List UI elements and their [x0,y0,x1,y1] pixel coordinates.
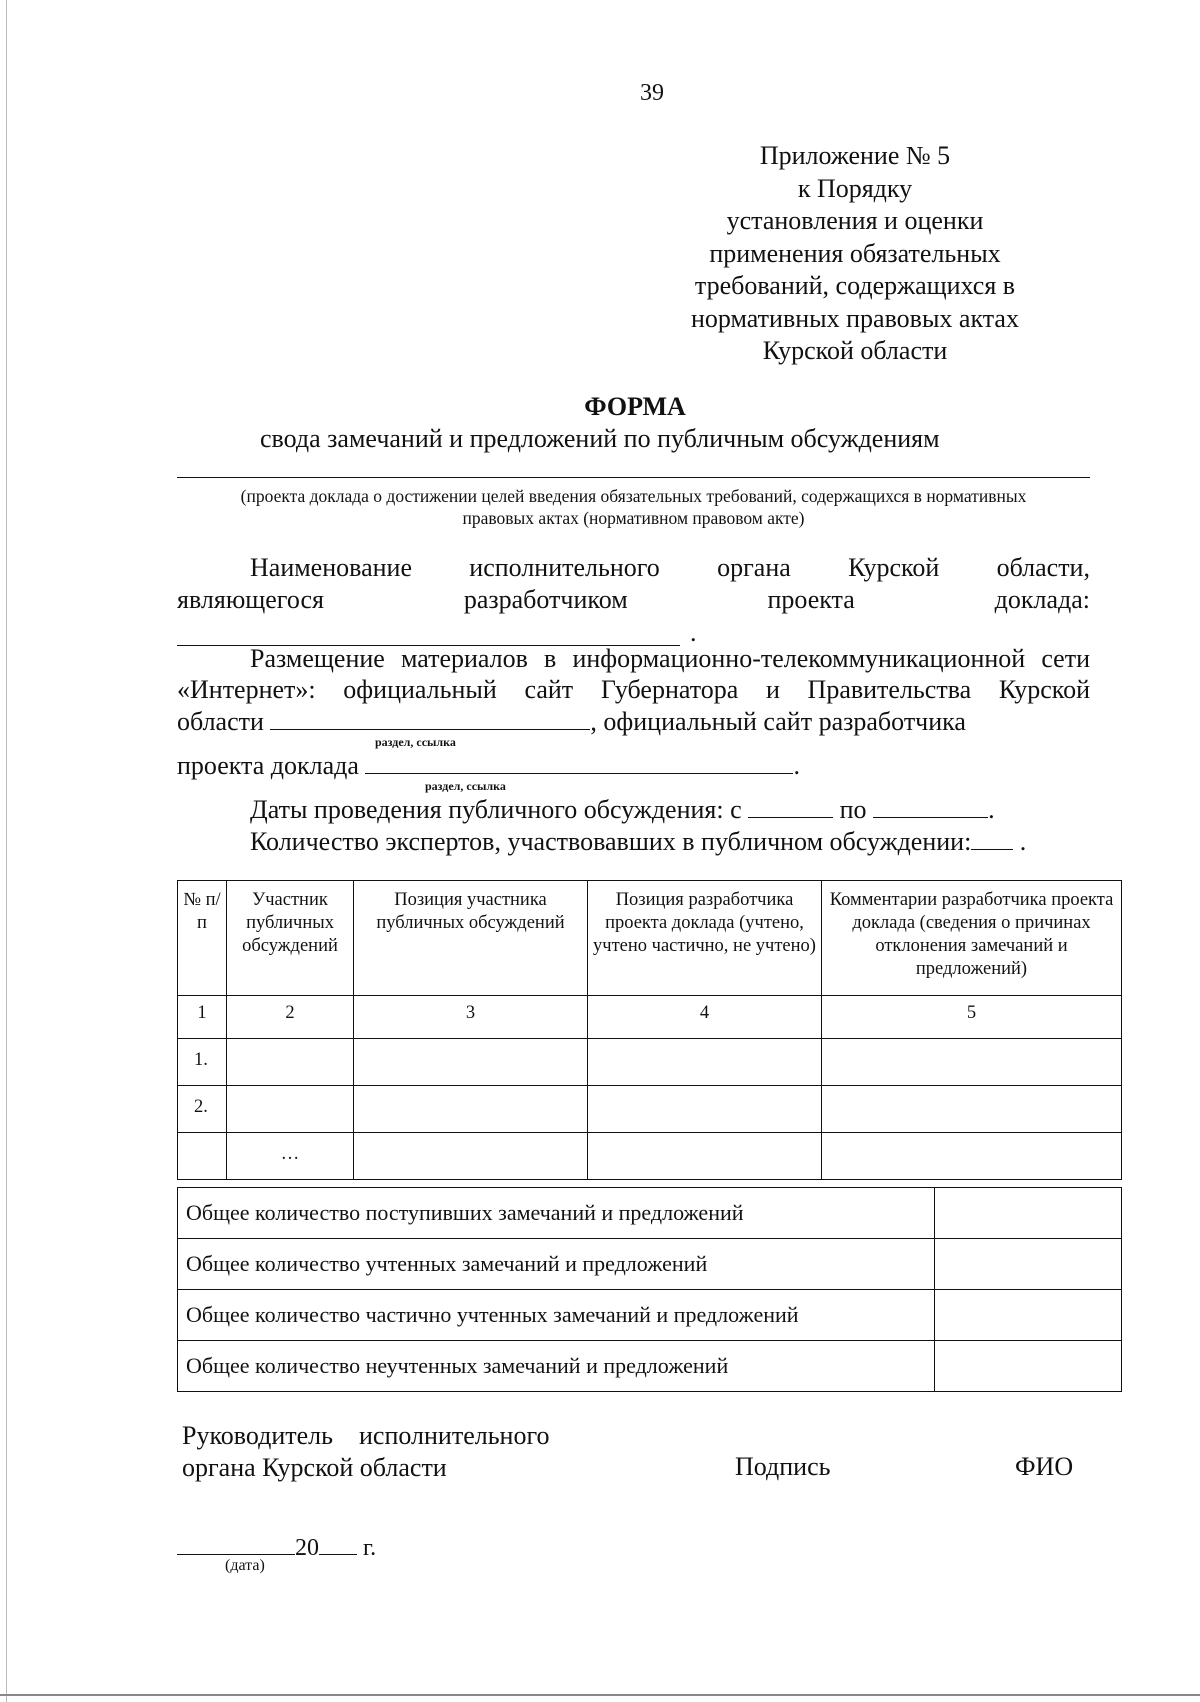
column-header: Участник публичных обсуждений [227,881,354,996]
word: проекта [767,585,855,614]
project-caption-line: (проекта доклада о достижении целей введения обязательных требований, содержащихся в нормативных [240,486,1027,506]
column-number: 1 [178,996,227,1039]
page-number: 39 [640,80,664,106]
head-title [182,1420,593,1484]
annex-line: Курской области [762,336,948,365]
word: области, [996,553,1090,582]
column-header: Комментарии разработчика проекта доклада (сведения о причинах отклонения замечаний и предложений) [822,881,1122,996]
placement-paragraph: Размещение материалов в информационно-телекоммуникационной сети «Интернет»: официальный сайт Губернатора и Правительства Курской [177,644,1090,704]
column-number: 2 [227,996,354,1039]
table-cell[interactable] [354,1133,588,1180]
word: разработчиком [463,585,628,614]
area-label: области [177,707,264,736]
table-cell[interactable] [227,1086,354,1133]
developer-site-link-field[interactable] [365,749,793,774]
summary-value-field[interactable] [935,1239,1122,1290]
table-cell[interactable] [354,1039,588,1086]
table-cell[interactable] [822,1086,1122,1133]
report-label: проекта доклада [177,751,359,780]
row-number: 2. [178,1086,227,1133]
annex-line: к Порядку [797,173,913,203]
comments-table [177,880,1122,1180]
developer-line-1 [250,553,1090,583]
form-title: ФОРМА [584,392,686,421]
row-number [178,1133,227,1180]
column-number: 4 [588,996,822,1039]
period: . [988,795,995,824]
summary-row [178,1341,1122,1392]
period: . [793,751,800,780]
row-number: 1. [178,1039,227,1086]
summary-row [178,1239,1122,1290]
annex-line: применения обязательных [709,238,1001,268]
table-row [178,1086,1122,1133]
scan-edge-bottom [0,1694,1200,1696]
period: . [690,618,697,647]
developer-line-2 [177,585,1090,615]
summary-value-field[interactable] [935,1290,1122,1341]
project-caption [177,485,1090,529]
word: Наименование [250,553,412,582]
link-caption: раздел, ссылка [375,735,456,749]
table-cell[interactable] [588,1086,822,1133]
official-site-line [177,705,966,737]
summary-table [177,1187,1122,1392]
link-caption: раздел, ссылка [425,779,506,793]
year-field[interactable] [319,1530,357,1555]
table-row [178,1039,1122,1086]
experts-line [250,825,1026,857]
summary-label: Общее количество частично учтенных замечаний и предложений [178,1290,935,1341]
developer-site-label: , официальный сайт разработчика [590,707,966,736]
summary-row [178,1188,1122,1239]
annex-line: Приложение № 5 [759,141,951,170]
dates-line [250,793,995,825]
date-to-field[interactable] [873,793,988,818]
column-number: 5 [822,996,1122,1039]
annex-line: установления и оценки [726,206,984,235]
summary-value-field[interactable] [935,1341,1122,1392]
ellipsis-cell: … [227,1133,354,1180]
project-caption-line: правовых актах (нормативном правовом акте) [462,508,805,528]
word: исполнительного [469,553,660,582]
word: Курской [848,553,940,582]
experts-count-field[interactable] [971,825,1013,850]
table-row [178,1133,1122,1180]
table-cell[interactable] [227,1039,354,1086]
table-cell[interactable] [822,1133,1122,1180]
report-link-line [177,749,800,781]
year-prefix: 20 [295,1535,319,1561]
table-cell[interactable] [588,1039,822,1086]
word: органа [717,553,791,582]
scan-edge-left [6,0,7,1702]
summary-row [178,1290,1122,1341]
annex-line: нормативных правовых актах [691,303,1019,333]
experts-label: Количество экспертов, участвовавших в публичном обсуждении: [250,827,972,856]
column-number: 3 [354,996,588,1039]
column-header: Позиция разработчика проекта доклада (учтено, учтено частично, не учтено) [588,881,822,996]
annex-block [690,140,1020,368]
form-subtitle: свода замечаний и предложений по публичным обсуждениям [260,424,940,453]
fio-label: ФИО [1015,1452,1074,1481]
summary-value-field[interactable] [935,1188,1122,1239]
table-header-row [178,881,1122,996]
dates-label: Даты проведения публичного обсуждения: с [250,795,742,824]
summary-label: Общее количество учтенных замечаний и предложений [178,1239,935,1290]
official-site-link-field[interactable] [270,705,590,730]
dates-to: по [839,795,867,824]
head-title-line: Руководитель исполнительного [182,1421,550,1450]
column-header: Позиция участника публичных обсуждений [354,881,588,996]
column-number-row [178,996,1122,1039]
annex-line: требований, содержащихся в [694,271,1016,300]
table-cell[interactable] [822,1039,1122,1086]
table-cell[interactable] [588,1133,822,1180]
word: являющегося [177,585,324,614]
summary-label: Общее количество неучтенных замечаний и предложений [178,1341,935,1392]
table-cell[interactable] [354,1086,588,1133]
year-suffix: г. [363,1535,377,1561]
signature-label: Подпись [735,1452,831,1481]
project-name-field[interactable] [177,477,1090,478]
word: доклада: [994,585,1090,614]
date-line [177,1530,376,1562]
date-from-field[interactable] [748,793,833,818]
date-day-month-field[interactable] [177,1530,295,1555]
head-title-line: органа Курской области [182,1453,447,1482]
period: . [1019,827,1027,856]
date-caption: (дата) [225,1557,265,1574]
column-header: № п/п [178,881,227,996]
summary-label: Общее количество поступивших замечаний и предложений [178,1188,935,1239]
